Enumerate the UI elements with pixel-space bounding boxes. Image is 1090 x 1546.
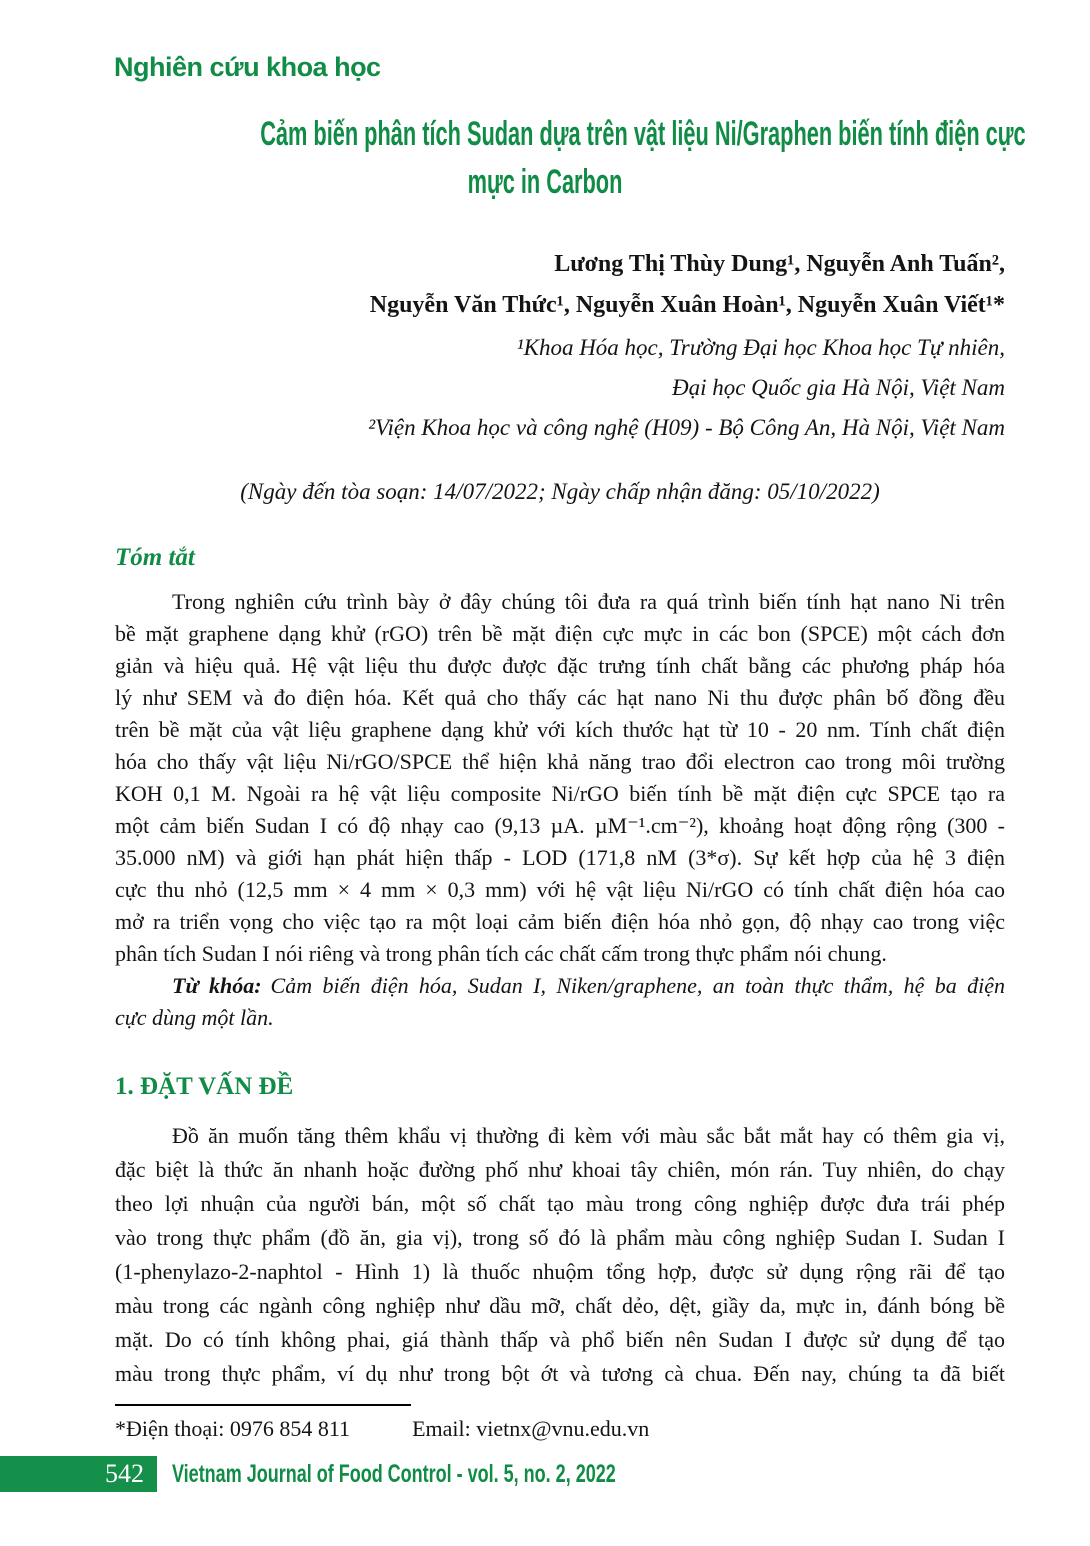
text-line: Đồ ăn muốn tăng thêm khẩu vị thường đi kèm với màu sắc bắt mắt hay có thêm gia vị,: [172, 1123, 1005, 1148]
page-number-box: [0, 1456, 157, 1492]
text-line: mặt. Do có tính không phai, giá thành thấp và phổ biến nên Sudan I được sử dụng để tạo: [115, 1327, 1005, 1352]
text-line: cực thu nhỏ (12,5 mm × 4 mm × 0,3 mm) với hệ vật liệu Ni/rGO có tính chất điện hóa cao: [115, 877, 1005, 902]
text-line: 35.000 nM) và giới hạn phát hiện thấp - LOD (171,8 nM (3*σ). Sự kết hợp của hệ 3 điện: [115, 845, 1005, 870]
text-line: giản và hiệu quả. Hệ vật liệu thu được được đặc trưng tính chất bằng các phương pháp hóa: [115, 653, 1005, 678]
text-line: Lương Thị Thùy Dung¹, Nguyễn Anh Tuấn²,: [554, 251, 1005, 277]
text-line: màu trong thực phẩm, ví dụ như trong bột ớt và tương cà chua. Đến nay, chúng ta đã biết: [115, 1361, 1005, 1386]
abstract-heading: Tóm tắt: [115, 544, 195, 571]
journal-footer-title: Vietnam Journal of Food Control - vol. 5, no. 2, 2022: [172, 1459, 616, 1488]
text-line: một cảm biến Sudan I có độ nhạy cao (9,13 µA. µM⁻¹.cm⁻²), khoảng hoạt động rộng (300 -: [115, 813, 1005, 838]
text-line: lý như SEM và đo điện hóa. Kết quả cho thấy các hạt nano Ni thu được phân bố đồng đều: [115, 685, 1005, 710]
text-line: phân tích Sudan I nói riêng và trong phân tích các chất cấm trong thực phẩm nói chung.: [115, 941, 887, 966]
article-title: [100, 110, 1026, 206]
text-line: Đại học Quốc gia Hà Nội, Việt Nam: [671, 375, 1005, 400]
introduction-paragraph: [115, 1119, 1005, 1391]
footer-bar: [0, 1456, 788, 1492]
text-line: đặc biệt là thức ăn nhanh hoặc đường phố như khoai tây chiên, món rán. Tuy nhiên, do chạy: [115, 1157, 1005, 1182]
author-list: [115, 244, 1005, 326]
footnote-divider: [115, 1404, 411, 1406]
submission-dates: (Ngày đến tòa soạn: 14/07/2022; Ngày chấp nhận đăng: 05/10/2022): [240, 479, 880, 504]
text-line: theo lợi nhuận của người bán, một số chất tạo màu trong công nghiệp được đưa trái phép: [115, 1191, 1005, 1216]
text-line: ¹Khoa Hóa học, Trường Đại học Khoa học Tự nhiên,: [516, 335, 1005, 360]
keywords-text: Cảm biến điện hóa, Sudan I, Niken/graphene, an toàn thực thẩm, hệ ba điện: [270, 973, 1005, 998]
keywords-line: [115, 970, 1005, 1002]
text-line: mực in Carbon: [467, 163, 623, 201]
text-line: KOH 0,1 M. Ngoài ra hệ vật liệu composite Ni/rGO biến tính bề mặt điện cực SPCE tạo ra: [115, 781, 1005, 806]
text-line: (1-phenylazo-2-naphtol - Hình 1) là thuốc nhuộm tổng hợp, được sử dụng rộng rãi để tạo: [115, 1259, 1005, 1284]
keywords-line-2: cực dùng một lần.: [115, 1005, 274, 1030]
section-1-heading: 1. ĐẶT VẤN ĐỀ: [115, 1073, 294, 1100]
text-line: mở ra triển vọng cho việc tạo ra một loại cảm biến điện hóa nhỏ gọn, độ nhạy cao trong việc: [115, 909, 1005, 934]
text-line: vào trong thực phẩm (đồ ăn, gia vị), trong số đó là phẩm màu công nghiệp Sudan I. Sudan I: [115, 1225, 1005, 1250]
text-line: trên bề mặt của vật liệu graphene dạng khử với kích thước hạt từ 10 - 20 nm. Tính chất điện: [115, 717, 1005, 742]
text-line: ²Viện Khoa học và công nghệ (H09) - Bộ Công An, Hà Nội, Việt Nam: [368, 415, 1005, 440]
text-line: Cảm biến phân tích Sudan dựa trên vật liệu Ni/Graphen biến tính điện cực: [260, 115, 1026, 153]
page-number: 542: [105, 1459, 144, 1488]
text-line: Nguyễn Văn Thức¹, Nguyễn Xuân Hoàn¹, Nguyễn Xuân Viết¹*: [369, 292, 1005, 318]
text-line: Trong nghiên cứu trình bày ở đây chúng tôi đưa ra quá trình biến tính hạt nano Ni trên: [172, 589, 1005, 614]
affiliation-list: [115, 328, 1005, 448]
journal-section-label: Nghiên cứu khoa học: [114, 52, 381, 82]
footnote-email: Email: vietnx@vnu.edu.vn: [412, 1416, 650, 1441]
footnote: [115, 1416, 649, 1442]
text-line: hóa cho thấy vật liệu Ni/rGO/SPCE thể hiện khả năng trao đổi electron cao trong môi trường: [115, 749, 1005, 774]
text-line: màu trong các ngành công nghiệp như dầu mỡ, chất dẻo, dệt, giầy da, mực in, đánh bóng bề: [115, 1293, 1005, 1318]
text-line: bề mặt graphene dạng khử (rGO) trên bề mặt điện cực mực in các bon (SPCE) một cách đơn: [115, 621, 1005, 646]
abstract-paragraph: [115, 586, 1005, 1034]
footnote-phone: *Điện thoại: 0976 854 811: [115, 1416, 351, 1441]
keywords-label: Từ khóa:: [172, 973, 262, 998]
